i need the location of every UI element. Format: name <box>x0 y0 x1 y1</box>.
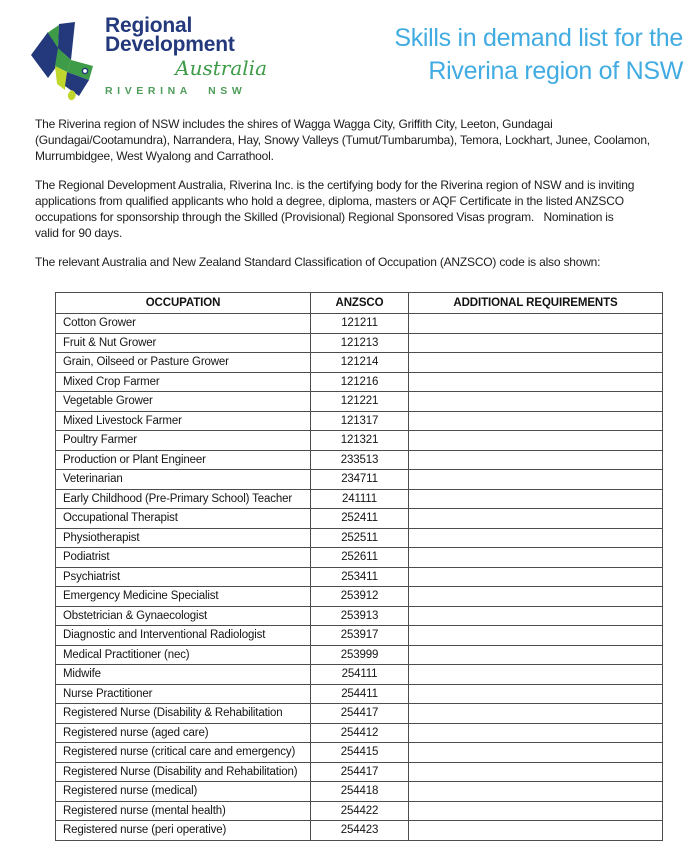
anzsco-cell: 252411 <box>311 509 409 529</box>
occupation-cell: Occupational Therapist <box>56 509 311 529</box>
anzsco-cell: 253411 <box>311 567 409 587</box>
requirements-cell <box>409 372 663 392</box>
intro-paragraph-certifying-body: The Regional Development Australia, Riverina Inc. is the certifying body for the Riverina region of NSW and is inviting applications from qualified applicants who hold a degree, diploma, masters or AQF Certificate in the listed ANZSCO occupations for sponsorship through the Skilled (Provisional) Regional Sponsored Visas program. Nomination is valid for 90 days. <box>35 178 635 240</box>
table-row <box>56 567 663 587</box>
requirements-cell <box>409 665 663 685</box>
occupation-cell: Registered nurse (critical care and emergency) <box>56 743 311 763</box>
occupation-cell: Veterinarian <box>56 470 311 490</box>
table-row <box>56 353 663 373</box>
occupation-cell: Mixed Crop Farmer <box>56 372 311 392</box>
table-row <box>56 392 663 412</box>
requirements-cell <box>409 821 663 841</box>
logo-org-line1: Regional <box>105 14 193 37</box>
occupation-cell: Production or Plant Engineer <box>56 450 311 470</box>
anzsco-cell: 254417 <box>311 762 409 782</box>
requirements-cell <box>409 489 663 509</box>
anzsco-cell: 254423 <box>311 821 409 841</box>
logo-australia-script: Australia <box>175 56 267 80</box>
occupation-cell: Registered nurse (medical) <box>56 782 311 802</box>
occupation-cell: Registered Nurse (Disability & Rehabilitation <box>56 704 311 724</box>
requirements-cell <box>409 762 663 782</box>
requirements-cell <box>409 704 663 724</box>
occupation-cell: Physiotherapist <box>56 528 311 548</box>
table-row <box>56 333 663 353</box>
anzsco-cell: 121213 <box>311 333 409 353</box>
page-title: Skills in demand list for the Riverina region of NSW <box>394 24 683 85</box>
table-row <box>56 684 663 704</box>
anzsco-cell: 121214 <box>311 353 409 373</box>
anzsco-cell: 121221 <box>311 392 409 412</box>
requirements-cell <box>409 314 663 334</box>
logo-org-line2: Development <box>105 33 235 56</box>
table-row <box>56 548 663 568</box>
requirements-cell <box>409 353 663 373</box>
anzsco-cell: 121216 <box>311 372 409 392</box>
anzsco-cell: 254418 <box>311 782 409 802</box>
anzsco-cell: 121317 <box>311 411 409 431</box>
table-row <box>56 645 663 665</box>
occupation-cell: Emergency Medicine Specialist <box>56 587 311 607</box>
occupation-cell: Psychiatrist <box>56 567 311 587</box>
table-row <box>56 821 663 841</box>
requirements-cell <box>409 782 663 802</box>
requirements-cell <box>409 567 663 587</box>
requirements-cell <box>409 743 663 763</box>
anzsco-cell: 253913 <box>311 606 409 626</box>
requirements-cell <box>409 509 663 529</box>
table-row <box>56 509 663 529</box>
occupation-cell: Podiatrist <box>56 548 311 568</box>
requirements-cell <box>409 470 663 490</box>
table-row <box>56 762 663 782</box>
occupation-cell: Registered Nurse (Disability and Rehabilitation) <box>56 762 311 782</box>
occupation-table <box>55 292 663 841</box>
requirements-cell <box>409 392 663 412</box>
occupation-cell: Grain, Oilseed or Pasture Grower <box>56 353 311 373</box>
table-row <box>56 314 663 334</box>
requirements-cell <box>409 645 663 665</box>
table-row <box>56 606 663 626</box>
requirements-cell <box>409 450 663 470</box>
requirements-cell <box>409 411 663 431</box>
table-row <box>56 626 663 646</box>
requirements-cell <box>409 606 663 626</box>
table-row <box>56 470 663 490</box>
intro-paragraph-anzsco-note: The relevant Australia and New Zealand Standard Classification of Occupation (ANZSCO) code is also shown: <box>35 255 601 269</box>
table-row <box>56 801 663 821</box>
requirements-cell <box>409 548 663 568</box>
occupation-cell: Poultry Farmer <box>56 431 311 451</box>
intro-text <box>35 116 680 283</box>
occupation-cell: Fruit & Nut Grower <box>56 333 311 353</box>
occupation-cell: Registered nurse (mental health) <box>56 801 311 821</box>
anzsco-cell: 252511 <box>311 528 409 548</box>
table-header-row <box>56 293 663 314</box>
requirements-cell <box>409 626 663 646</box>
logo-wordmark <box>105 16 275 97</box>
table-row <box>56 431 663 451</box>
occupation-cell: Early Childhood (Pre-Primary School) Teacher <box>56 489 311 509</box>
anzsco-cell: 254411 <box>311 684 409 704</box>
anzsco-cell: 233513 <box>311 450 409 470</box>
table-row <box>56 743 663 763</box>
occupation-cell: Midwife <box>56 665 311 685</box>
anzsco-cell: 253917 <box>311 626 409 646</box>
header-occupation: OCCUPATION <box>56 293 311 314</box>
table-row <box>56 665 663 685</box>
anzsco-cell: 254417 <box>311 704 409 724</box>
occupation-table-body <box>56 314 663 841</box>
occupation-cell: Medical Practitioner (nec) <box>56 645 311 665</box>
intro-paragraph-region: The Riverina region of NSW includes the shires of Wagga Wagga City, Griffith City, Leeton, Gundagai (Gundagai/Cootamundra), Narrandera, Hay, Snowy Valleys (Tumut/Tumbarumba), Temora, Lockhart, Junee, Coolamon, Murrumbidgee, West Wyalong and Carrathool. <box>35 117 650 163</box>
header-additional-requirements: ADDITIONAL REQUIREMENTS <box>409 293 663 314</box>
occupation-cell: Nurse Practitioner <box>56 684 311 704</box>
requirements-cell <box>409 587 663 607</box>
anzsco-cell: 254412 <box>311 723 409 743</box>
requirements-cell <box>409 684 663 704</box>
occupation-cell: Obstetrician & Gynaecologist <box>56 606 311 626</box>
header-anzsco: ANZSCO <box>311 293 409 314</box>
anzsco-cell: 253912 <box>311 587 409 607</box>
table-row <box>56 528 663 548</box>
occupation-cell: Vegetable Grower <box>56 392 311 412</box>
occupation-cell: Registered nurse (aged care) <box>56 723 311 743</box>
anzsco-cell: 254422 <box>311 801 409 821</box>
table-row <box>56 372 663 392</box>
table-row <box>56 489 663 509</box>
occupation-cell: Cotton Grower <box>56 314 311 334</box>
requirements-cell <box>409 528 663 548</box>
anzsco-cell: 254415 <box>311 743 409 763</box>
table-row <box>56 450 663 470</box>
table-row <box>56 704 663 724</box>
anzsco-cell: 121211 <box>311 314 409 334</box>
occupation-cell: Diagnostic and Interventional Radiologist <box>56 626 311 646</box>
table-row <box>56 587 663 607</box>
anzsco-cell: 253999 <box>311 645 409 665</box>
anzsco-cell: 241111 <box>311 489 409 509</box>
occupation-cell: Registered nurse (peri operative) <box>56 821 311 841</box>
requirements-cell <box>409 723 663 743</box>
table-row <box>56 782 663 802</box>
requirements-cell <box>409 431 663 451</box>
requirements-cell <box>409 801 663 821</box>
requirements-cell <box>409 333 663 353</box>
anzsco-cell: 234711 <box>311 470 409 490</box>
anzsco-cell: 254111 <box>311 665 409 685</box>
table-row <box>56 723 663 743</box>
table-row <box>56 411 663 431</box>
occupation-cell: Mixed Livestock Farmer <box>56 411 311 431</box>
anzsco-cell: 252611 <box>311 548 409 568</box>
anzsco-cell: 121321 <box>311 431 409 451</box>
rda-australia-map-icon <box>31 7 101 115</box>
logo-region-label: RIVERINA NSW <box>105 85 247 97</box>
